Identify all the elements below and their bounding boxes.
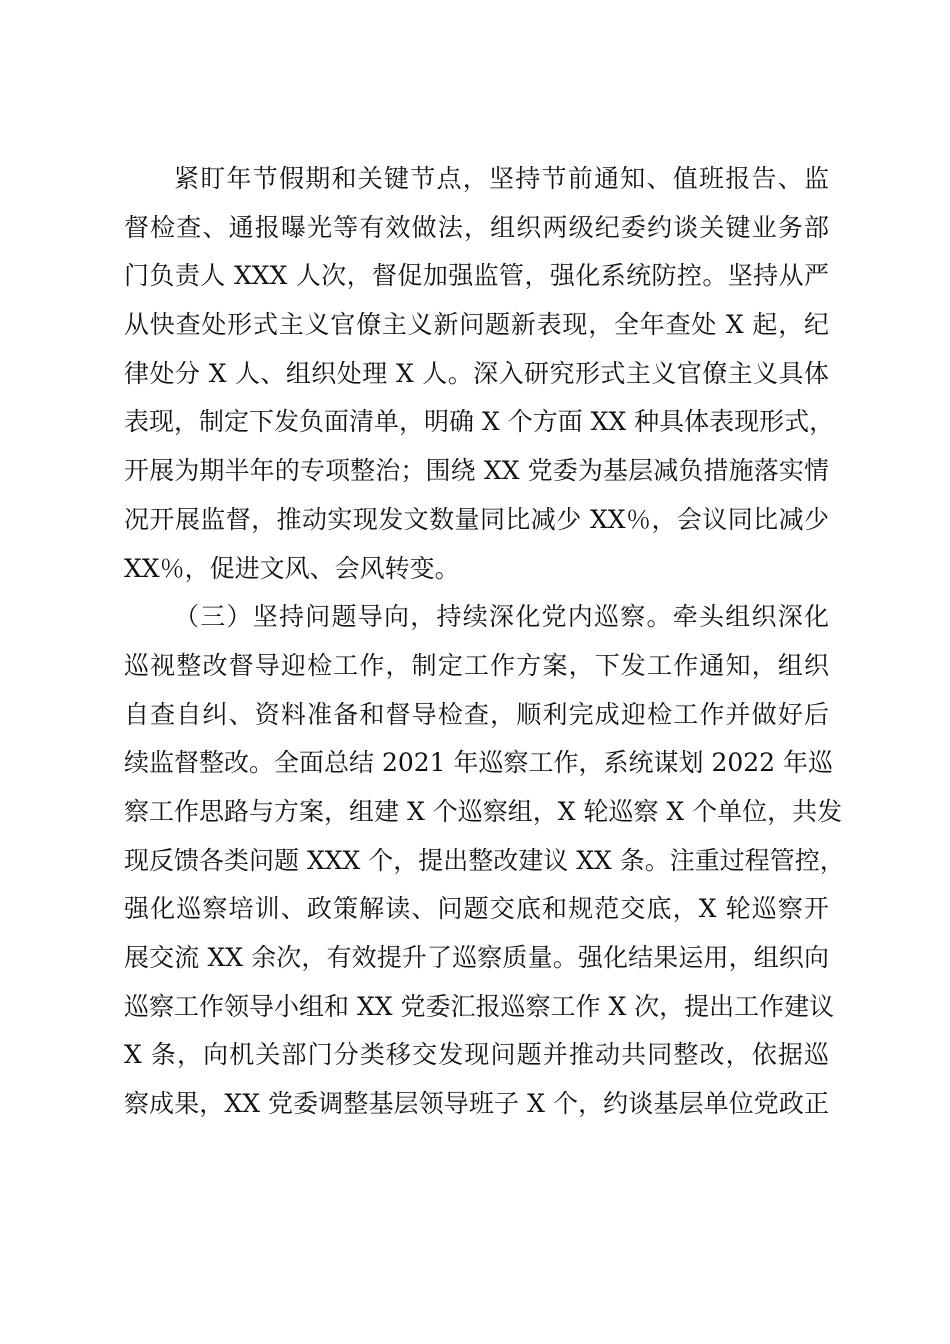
paragraph-1-line-4: 从快查处形式主义官僚主义新问题新表现，全年查处 X 起，纪	[124, 310, 829, 340]
paragraph-1-line-2: 督检查、通报曝光等有效做法，组织两级纪委约谈关键业务部	[124, 212, 829, 242]
paragraph-2-line-7: 强化巡察培训、政策解读、问题交底和规范交底，X 轮巡察开	[124, 894, 829, 924]
paragraph-2-line-4: 续监督整改。全面总结 2021 年巡察工作，系统谋划 2022 年巡	[124, 748, 834, 778]
paragraph-1-line-7: 开展为期半年的专项整治；围绕 XX 党委为基层减负措施落实情	[124, 456, 829, 486]
paragraph-2-line-3: 自查自纠、资料准备和督导检查，顺利完成迎检工作并做好后	[124, 699, 829, 729]
paragraph-2-line-9: 巡察工作领导小组和 XX 党委汇报巡察工作 X 次，提出工作建议	[124, 991, 835, 1021]
paragraph-1-line-3: 门负责人 XXX 人次，督促加强监管，强化系统防控。坚持从严	[124, 261, 829, 291]
paragraph-1-line-8: 况开展监督，推动实现发文数量同比减少 XX％，会议同比减少	[124, 504, 829, 534]
paragraph-1-line-5: 律处分 X 人、组织处理 X 人。深入研究形式主义官僚主义具体	[124, 358, 829, 388]
paragraph-2-line-2: 巡视整改督导迎检工作，制定工作方案，下发工作通知，组织	[124, 650, 829, 680]
paragraph-2-line-10: X 条，向机关部门分类移交发现问题并推动共同整改，依据巡	[124, 1040, 829, 1070]
paragraph-1-line-6: 表现，制定下发负面清单，明确 X 个方面 XX 种具体表现形式，	[124, 407, 835, 437]
body-text	[124, 155, 845, 1129]
paragraph-2-line-6: 现反馈各类问题 XXX 个，提出整改建议 XX 条。注重过程管控，	[124, 845, 845, 875]
paragraph-2-line-5: 察工作思路与方案，组建 X 个巡察组，X 轮巡察 X 个单位，共发	[124, 796, 843, 826]
paragraph-2-line-1: （三）坚持问题导向，持续深化党内巡察。牵头组织深化	[174, 602, 829, 632]
paragraph-2-line-8: 展交流 XX 余次，有效提升了巡察质量。强化结果运用，组织向	[124, 943, 829, 972]
paragraph-2-line-11: 察成果，XX 党委调整基层领导班子 X 个，约谈基层单位党政正	[124, 1089, 829, 1119]
paragraph-1-line-1: 紧盯年节假期和关键节点，坚持节前通知、值班报告、监	[174, 164, 829, 193]
paragraph-1-line-9: XX％，促进文风、会风转变。	[124, 553, 460, 583]
